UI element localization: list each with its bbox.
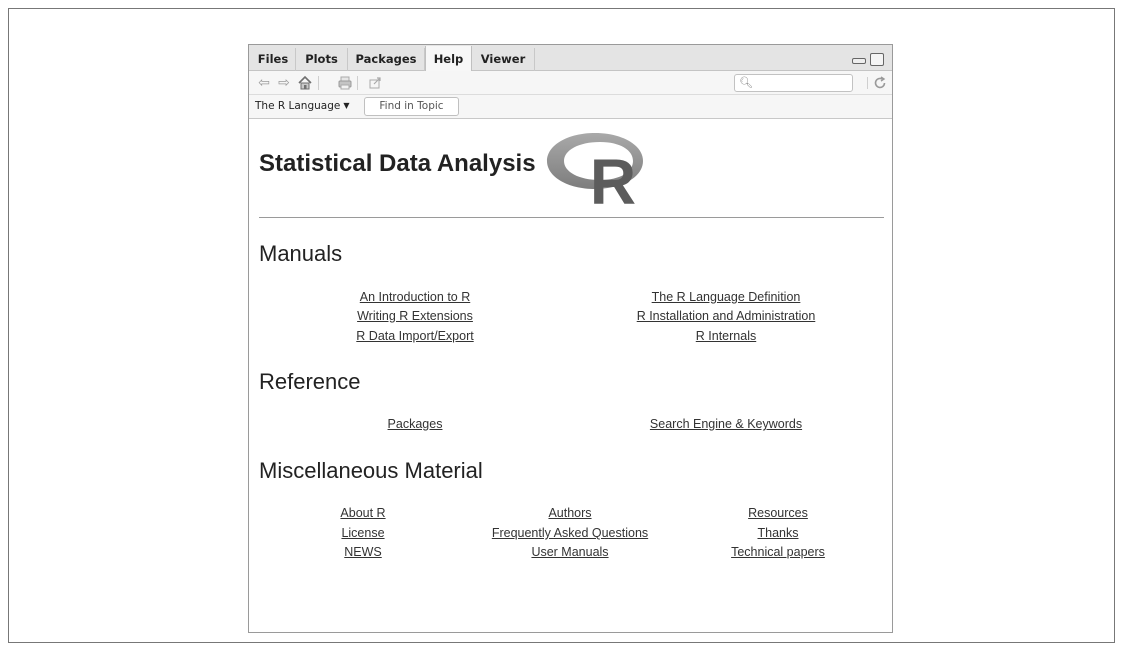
find-in-topic-button[interactable]: Find in Topic	[364, 97, 459, 116]
link-news[interactable]: NEWS	[344, 545, 382, 559]
link-an-introduction-to-r[interactable]: An Introduction to R	[359, 290, 471, 304]
help-content	[249, 119, 892, 632]
link-thanks[interactable]: Thanks	[757, 526, 799, 540]
maximize-icon[interactable]	[870, 53, 884, 66]
outer-frame	[8, 8, 1115, 643]
link-authors[interactable]: Authors	[548, 506, 592, 520]
pane-tab-bar	[249, 45, 892, 71]
title-divider	[259, 217, 884, 218]
tab-viewer[interactable]: Viewer	[472, 48, 535, 71]
link-packages[interactable]: Packages	[387, 417, 443, 431]
section-heading-manuals: Manuals	[259, 241, 343, 266]
link-search-engine-keywords[interactable]: Search Engine & Keywords	[649, 417, 803, 431]
topic-dropdown[interactable]	[255, 100, 349, 112]
topic-bar	[249, 95, 892, 119]
tab-help[interactable]: Help	[425, 46, 472, 72]
forward-arrow-icon[interactable]: ⇨	[278, 75, 290, 91]
toolbar-divider	[867, 77, 868, 89]
link-resources[interactable]: Resources	[748, 506, 808, 520]
toolbar-divider	[318, 76, 319, 90]
link-user-manuals[interactable]: User Manuals	[531, 545, 609, 559]
section-heading-misc: Miscellaneous Material	[259, 458, 483, 483]
toolbar-divider	[357, 76, 358, 90]
link-r-data-import-export[interactable]: R Data Import/Export	[356, 329, 474, 343]
open-in-window-icon[interactable]	[367, 75, 383, 91]
link-license[interactable]: License	[341, 526, 385, 540]
section-heading-reference: Reference	[259, 369, 361, 394]
tab-packages[interactable]: Packages	[348, 48, 425, 71]
print-icon[interactable]	[337, 75, 353, 91]
link-r-installation-admin[interactable]: R Installation and Administration	[636, 309, 816, 323]
refresh-icon[interactable]	[872, 75, 888, 91]
link-writing-r-extensions[interactable]: Writing R Extensions	[357, 309, 473, 323]
r-logo-icon	[545, 125, 645, 205]
tab-files[interactable]: Files	[251, 48, 296, 71]
tab-plots[interactable]: Plots	[296, 48, 348, 71]
help-search-input[interactable]	[753, 76, 849, 90]
link-technical-papers[interactable]: Technical papers	[731, 545, 825, 559]
link-r-internals[interactable]: R Internals	[695, 329, 757, 343]
help-search-box[interactable]	[734, 74, 853, 92]
link-r-language-definition[interactable]: The R Language Definition	[651, 290, 801, 304]
home-icon[interactable]	[297, 75, 313, 91]
search-icon: 🔍︎	[739, 76, 753, 89]
back-arrow-icon[interactable]: ⇦	[258, 75, 270, 91]
page-title: Statistical Data Analysis	[259, 150, 536, 177]
r-logo-letter: R	[589, 146, 637, 205]
caret-down-icon: ▼	[343, 101, 350, 110]
help-toolbar	[249, 71, 892, 95]
topic-dropdown-value: The R Language	[255, 100, 341, 112]
link-faq[interactable]: Frequently Asked Questions	[491, 526, 649, 540]
link-about-r[interactable]: About R	[340, 506, 386, 520]
minimize-icon[interactable]	[852, 58, 866, 64]
help-pane	[248, 44, 893, 633]
